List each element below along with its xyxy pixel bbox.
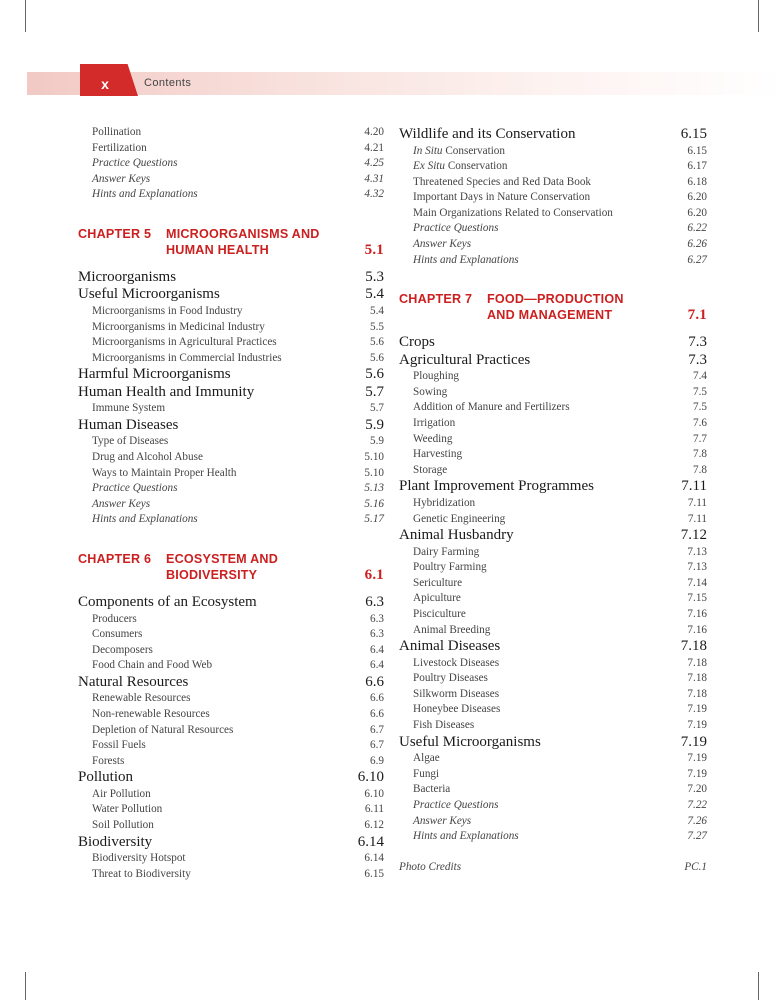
entry-page-number: 6.15	[364, 867, 384, 880]
chapter-title-text	[78, 567, 257, 583]
toc-subsection-entry[interactable]	[399, 591, 707, 607]
entry-title: Renewable Resources	[92, 692, 191, 705]
entry-page-number: 7.19	[687, 767, 707, 780]
toc-exercise-entry[interactable]	[399, 221, 707, 237]
entry-page-number: 7.15	[687, 592, 707, 605]
toc-exercise-entry[interactable]	[399, 798, 707, 814]
entry-title: Main Organizations Related to Conservation	[413, 206, 613, 219]
toc-subsection-entry[interactable]	[399, 385, 707, 401]
entry-title: Water Pollution	[92, 803, 163, 816]
entry-page-number: 5.13	[364, 482, 384, 495]
spacer	[78, 583, 384, 594]
toc-exercise-entry[interactable]	[78, 497, 384, 513]
entry-page-number: 7.5	[693, 385, 707, 398]
entry-page-number: 5.3	[365, 268, 384, 285]
entry-title: Storage	[413, 463, 448, 476]
toc-subsection-entry[interactable]	[399, 463, 707, 479]
entry-page-number: 5.9	[365, 416, 384, 433]
entry-page-number: 5.5	[370, 320, 384, 333]
entry-page-number: 6.26	[687, 238, 707, 251]
entry-title: Fossil Fuels	[92, 739, 146, 752]
toc-section-entry[interactable]	[78, 286, 384, 304]
spacer	[399, 268, 707, 291]
entry-title: Wildlife and its Conservation	[399, 126, 576, 142]
entry-page-number: 6.7	[370, 723, 384, 736]
entry-title: Microorganisms in Medicinal Industry	[92, 320, 265, 333]
entry-title: Livestock Diseases	[413, 656, 500, 669]
entry-page-number: 5.6	[370, 336, 384, 349]
chapter-heading[interactable]	[399, 291, 707, 323]
toc-section-entry[interactable]	[399, 352, 707, 370]
toc-subsection-entry[interactable]	[78, 691, 384, 707]
entry-page-number: 7.8	[693, 448, 707, 461]
entry-page-number: 7.11	[687, 512, 707, 525]
entry-page-number: 7.13	[687, 545, 707, 558]
entry-title: Agricultural Practices	[399, 351, 531, 368]
entry-title: Algae	[413, 752, 440, 765]
entry-page-number: 5.4	[365, 286, 384, 303]
chapter-title-line	[399, 291, 707, 307]
entry-page-number: 6.15	[687, 144, 707, 157]
toc-subsection-entry[interactable]	[78, 707, 384, 723]
entry-title: Poultry Diseases	[413, 672, 488, 685]
entry-page-number: 7.20	[687, 783, 707, 796]
toc-exercise-entry[interactable]	[399, 814, 707, 830]
entry-page-number: 7.19	[687, 719, 707, 732]
chapter-title-text	[78, 242, 269, 258]
chapter-page-number: 5.1	[364, 241, 384, 258]
entry-title: Human Health and Immunity	[78, 383, 255, 400]
toc-section-entry[interactable]	[78, 417, 384, 435]
entry-title: Ways to Maintain Proper Health	[92, 466, 237, 479]
entry-title: Hints and Explanations	[413, 253, 519, 266]
entry-title: Photo Credits	[399, 860, 462, 873]
entry-title: Food Chain and Food Web	[92, 659, 213, 672]
toc-section-entry[interactable]	[399, 527, 707, 545]
toc-section-entry[interactable]	[78, 834, 384, 852]
entry-page-number: 7.27	[687, 830, 707, 843]
toc-subsection-entry[interactable]	[399, 206, 707, 222]
toc-section-entry[interactable]	[78, 269, 384, 287]
entry-title: Threat to Biodiversity	[92, 867, 191, 880]
toc-subsection-entry[interactable]	[399, 496, 707, 512]
toc-subsection-entry[interactable]	[78, 818, 384, 834]
entry-title-italic: Ex Situ	[413, 160, 446, 173]
toc-subsection-entry[interactable]	[399, 144, 707, 160]
chapter-title-line	[78, 242, 384, 258]
chapter-title: BIODIVERSITY	[166, 568, 258, 582]
entry-title: Hints and Explanations	[413, 830, 519, 843]
chapter-label: CHAPTER 7	[399, 292, 473, 307]
entry-title: Silkworm Diseases	[413, 687, 500, 700]
toc-subsection-entry[interactable]	[399, 702, 707, 718]
entry-page-number: 7.16	[687, 607, 707, 620]
entry-page-number: 7.18	[680, 638, 707, 655]
entry-page-number: 4.31	[364, 172, 384, 185]
entry-page-number: 7.11	[681, 478, 707, 495]
toc-subsection-entry[interactable]	[78, 335, 384, 351]
entry-page-number: 6.7	[370, 739, 384, 752]
entry-page-number: 6.11	[364, 803, 384, 816]
chapter-title: MICROORGANISMS AND	[166, 226, 320, 241]
entry-title: Useful Microorganisms	[78, 286, 220, 303]
entry-page-number: 6.12	[364, 819, 384, 832]
entry-title: Practice Questions	[92, 482, 178, 495]
entry-page-number: 7.3	[688, 351, 707, 368]
entry-page-number: 7.8	[693, 463, 707, 476]
entry-page-number: 6.4	[370, 643, 384, 656]
chapter-title: AND MANAGEMENT	[487, 308, 613, 323]
toc-subsection-entry[interactable]	[78, 434, 384, 450]
entry-page-number: 5.6	[365, 366, 384, 383]
entry-page-number: 5.9	[370, 435, 384, 448]
entry-title: Type of Diseases	[92, 435, 169, 448]
entry-page-number: 4.32	[364, 188, 384, 201]
toc-subsection-entry[interactable]	[78, 643, 384, 659]
chapter-title: ECOSYSTEM AND	[166, 552, 278, 566]
toc-subsection-entry[interactable]	[78, 802, 384, 818]
toc-subsection-entry[interactable]	[78, 851, 384, 867]
entry-title: Crops	[399, 334, 435, 351]
toc-subsection-entry[interactable]	[78, 351, 384, 367]
entry-page-number: 7.19	[687, 703, 707, 716]
entry-page-number: 6.14	[364, 852, 384, 865]
entry-title: Sericulture	[413, 576, 463, 589]
toc-subsection-entry[interactable]	[399, 656, 707, 672]
toc-left-column	[78, 125, 384, 882]
entry-page-number: 6.18	[687, 175, 707, 188]
entry-page-number: 6.20	[687, 191, 707, 204]
entry-page-number: 6.3	[365, 594, 384, 610]
entry-page-number: 6.6	[365, 673, 384, 690]
running-header-band	[27, 72, 784, 95]
entry-title: Components of an Ecosystem	[78, 594, 257, 610]
entry-page-number: 6.6	[370, 707, 384, 720]
entry-title: Animal Husbandry	[399, 527, 514, 544]
toc-subsection-entry[interactable]	[78, 125, 384, 141]
entry-title-italic: In Situ	[413, 144, 443, 157]
entry-title: Important Days in Nature Conservation	[413, 191, 591, 204]
toc-section-entry[interactable]	[78, 384, 384, 402]
spacer	[399, 323, 707, 334]
entry-title: Honeybee Diseases	[413, 703, 501, 716]
toc-subsection-entry[interactable]	[399, 416, 707, 432]
toc-exercise-entry[interactable]	[78, 156, 384, 172]
chapter-title: FOOD—PRODUCTION	[487, 292, 624, 307]
entry-page-number: 6.14	[357, 833, 384, 850]
chapter-title-line	[399, 307, 707, 323]
toc-subsection-entry[interactable]	[399, 718, 707, 734]
chapter-label: CHAPTER 5	[78, 226, 152, 241]
toc-subsection-entry[interactable]	[78, 466, 384, 482]
toc-subsection-entry[interactable]	[399, 159, 707, 175]
toc-exercise-entry[interactable]	[78, 172, 384, 188]
entry-page-number: 5.10	[364, 451, 384, 464]
entry-page-number: 5.17	[364, 513, 384, 526]
toc-subsection-entry[interactable]	[78, 658, 384, 674]
entry-title: Plant Improvement Programmes	[399, 478, 594, 495]
chapter-label: CHAPTER 6	[78, 552, 152, 566]
entry-page-number: 7.13	[687, 561, 707, 574]
entry-page-number: 6.10	[364, 787, 384, 800]
entry-page-number: 6.20	[687, 206, 707, 219]
entry-title: Practice Questions	[92, 157, 178, 170]
entry-page-number: 6.4	[370, 659, 384, 672]
entry-title: Sowing	[413, 385, 448, 398]
toc-subsection-entry[interactable]	[78, 450, 384, 466]
entry-page-number: 5.10	[364, 466, 384, 479]
chapter-title-text	[399, 291, 624, 307]
toc-subsection-entry[interactable]	[399, 576, 707, 592]
entry-title: Microorganisms	[78, 268, 177, 285]
entry-page-number: 7.6	[693, 417, 707, 430]
entry-page-number: 7.7	[693, 432, 707, 445]
entry-title: Pisciculture	[413, 607, 466, 620]
entry-page-number: 4.25	[364, 157, 384, 170]
toc-subsection-entry[interactable]	[399, 560, 707, 576]
entry-title: Practice Questions	[413, 222, 499, 235]
entry-page-number: 5.16	[364, 497, 384, 510]
entry-title: Forests	[92, 754, 125, 767]
entry-title: Microorganisms in Agricultural Practices	[92, 336, 277, 349]
running-header-title: Contents	[144, 77, 192, 89]
entry-title: Genetic Engineering	[413, 512, 506, 525]
entry-title: Irrigation	[413, 417, 456, 430]
entry-page-number: 7.18	[687, 656, 707, 669]
toc-subsection-entry[interactable]	[399, 512, 707, 528]
entry-page-number: 7.12	[680, 527, 707, 544]
entry-page-number: 7.22	[687, 798, 707, 811]
chapter-title-text	[78, 551, 278, 567]
toc-subsection-entry[interactable]	[399, 767, 707, 783]
entry-title: Microorganisms in Food Industry	[92, 304, 243, 317]
entry-page-number: 7.19	[680, 733, 707, 750]
toc-subsection-entry[interactable]	[78, 787, 384, 803]
toc-exercise-entry[interactable]	[399, 253, 707, 269]
entry-page-number: 7.26	[687, 814, 707, 827]
entry-title: Animal Diseases	[399, 638, 501, 655]
entry-title: Hints and Explanations	[92, 513, 198, 526]
toc-exercise-entry[interactable]	[399, 829, 707, 845]
entry-title-rest: Conservation	[442, 144, 505, 157]
spacer	[78, 258, 384, 269]
toc-subsection-entry[interactable]	[399, 432, 707, 448]
entry-title: Producers	[92, 612, 137, 625]
spacer	[78, 203, 384, 226]
chapter-title: HUMAN HEALTH	[166, 242, 269, 257]
entry-title: Answer Keys	[413, 814, 472, 827]
entry-title: Apiculture	[413, 592, 461, 605]
toc-section-entry[interactable]	[399, 638, 707, 656]
toc-subsection-entry[interactable]	[399, 782, 707, 798]
entry-title: Practice Questions	[413, 798, 499, 811]
entry-title: Drug and Alcohol Abuse	[92, 451, 203, 464]
chapter-title-line	[78, 551, 384, 567]
entry-page-number: 5.6	[370, 351, 384, 364]
page-number: x	[101, 76, 109, 92]
toc-section-entry[interactable]	[399, 734, 707, 752]
entry-page-number: 7.19	[687, 752, 707, 765]
entry-page-number: 6.17	[687, 160, 707, 173]
toc-exercise-entry[interactable]	[78, 512, 384, 528]
entry-title: Fungi	[413, 767, 440, 780]
entry-page-number: 4.20	[364, 126, 384, 138]
entry-title: Dairy Farming	[413, 545, 480, 558]
entry-title: Pollution	[78, 769, 134, 786]
toc-section-entry[interactable]	[399, 478, 707, 496]
toc-credits-entry[interactable]	[399, 860, 707, 876]
entry-title: Biodiversity Hotspot	[92, 852, 186, 865]
entry-title: Hybridization	[413, 496, 476, 509]
toc-section-entry[interactable]	[78, 594, 384, 612]
toc-exercise-entry[interactable]	[78, 481, 384, 497]
entry-page-number: 6.3	[370, 612, 384, 625]
spacer	[399, 845, 707, 860]
entry-page-number: 7.3	[688, 334, 707, 351]
entry-title	[413, 159, 507, 175]
entry-page-number: 7.11	[687, 496, 707, 509]
entry-title	[413, 144, 505, 160]
toc-subsection-entry[interactable]	[78, 320, 384, 336]
entry-title: Answer Keys	[413, 238, 472, 251]
entry-title: Answer Keys	[92, 497, 151, 510]
entry-title: Fish Diseases	[413, 719, 475, 732]
entry-page-number: 6.27	[687, 253, 707, 266]
entry-title: Non-renewable Resources	[92, 707, 210, 720]
entry-title: Human Diseases	[78, 416, 179, 433]
chapter-heading[interactable]	[78, 551, 384, 583]
entry-page-number: 7.16	[687, 623, 707, 636]
toc-subsection-entry[interactable]	[78, 723, 384, 739]
toc-section-entry[interactable]	[399, 126, 707, 144]
toc-section-entry[interactable]	[78, 674, 384, 692]
toc-subsection-entry[interactable]	[399, 369, 707, 385]
toc-right-column	[399, 126, 707, 875]
entry-title: Biodiversity	[78, 833, 153, 850]
chapter-page-number: 7.1	[687, 307, 707, 324]
entry-page-number: 6.22	[687, 222, 707, 235]
toc-subsection-entry[interactable]	[78, 738, 384, 754]
entry-title: Depletion of Natural Resources	[92, 723, 234, 736]
entry-title: Immune System	[92, 402, 166, 415]
toc-subsection-entry[interactable]	[399, 671, 707, 687]
entry-page-number: 6.3	[370, 628, 384, 641]
toc-section-entry[interactable]	[78, 366, 384, 384]
crop-mark-bottom-left	[25, 972, 26, 1000]
entry-page-number: 7.18	[687, 672, 707, 685]
chapter-title-line	[78, 226, 384, 242]
toc-section-entry[interactable]	[78, 769, 384, 787]
chapter-title-text	[399, 307, 612, 323]
entry-title: Animal Breeding	[413, 623, 491, 636]
entry-title: Poultry Farming	[413, 561, 487, 574]
entry-page-number: 6.6	[370, 692, 384, 705]
entry-title: Weeding	[413, 432, 453, 445]
entry-page-number: 7.5	[693, 401, 707, 414]
entry-page-number: 5.7	[370, 402, 384, 415]
toc-subsection-entry[interactable]	[399, 400, 707, 416]
toc-subsection-entry[interactable]	[78, 627, 384, 643]
entry-title: Natural Resources	[78, 673, 189, 690]
entry-title: Soil Pollution	[92, 819, 154, 832]
entry-title: Useful Microorganisms	[399, 733, 541, 750]
entry-page-number: 6.10	[357, 769, 384, 786]
toc-subsection-entry[interactable]	[399, 190, 707, 206]
entry-title: Harvesting	[413, 448, 463, 461]
toc-subsection-entry[interactable]	[78, 754, 384, 770]
chapter-heading[interactable]	[78, 226, 384, 258]
entry-title: Air Pollution	[92, 787, 151, 800]
entry-title: Decomposers	[92, 643, 153, 656]
entry-title: Addition of Manure and Fertilizers	[413, 401, 570, 414]
entry-page-number: 7.18	[687, 687, 707, 700]
entry-title: Pollination	[92, 126, 142, 138]
entry-page-number: 6.15	[680, 126, 707, 142]
toc-subsection-entry[interactable]	[399, 545, 707, 561]
chapter-title-text	[78, 226, 320, 242]
toc-exercise-entry[interactable]	[399, 237, 707, 253]
spacer	[78, 528, 384, 551]
toc-subsection-entry[interactable]	[78, 612, 384, 628]
chapter-title-line	[78, 567, 384, 583]
crop-mark-top-left	[25, 0, 26, 32]
toc-subsection-entry[interactable]	[399, 623, 707, 639]
entry-title: Fertilization	[92, 141, 147, 154]
entry-title: Bacteria	[413, 783, 451, 796]
toc-subsection-entry[interactable]	[399, 607, 707, 623]
toc-subsection-entry[interactable]	[78, 141, 384, 157]
toc-subsection-entry[interactable]	[78, 304, 384, 320]
entry-title: Ploughing	[413, 370, 460, 383]
entry-page-number: 5.4	[370, 304, 384, 317]
entry-page-number: 7.14	[687, 576, 707, 589]
crop-mark-top-right	[758, 0, 759, 32]
toc-section-entry[interactable]	[399, 334, 707, 352]
toc-subsection-entry[interactable]	[78, 867, 384, 883]
entry-page-number: 7.4	[693, 370, 707, 383]
entry-title: Hints and Explanations	[92, 188, 198, 201]
toc-exercise-entry[interactable]	[78, 187, 384, 203]
entry-page-number: 6.9	[370, 754, 384, 767]
toc-subsection-entry[interactable]	[399, 687, 707, 703]
entry-page-number: PC.1	[684, 860, 707, 873]
entry-title: Threatened Species and Red Data Book	[413, 175, 592, 188]
toc-subsection-entry[interactable]	[78, 401, 384, 417]
toc-subsection-entry[interactable]	[399, 175, 707, 191]
entry-title: Harmful Microorganisms	[78, 366, 231, 383]
entry-title: Consumers	[92, 628, 143, 641]
entry-page-number: 5.7	[365, 383, 384, 400]
entry-title: Answer Keys	[92, 172, 151, 185]
toc-subsection-entry[interactable]	[399, 751, 707, 767]
entry-title-rest: Conservation	[445, 160, 508, 173]
crop-mark-bottom-right	[758, 972, 759, 1000]
entry-title: Microorganisms in Commercial Industries	[92, 351, 282, 364]
toc-subsection-entry[interactable]	[399, 447, 707, 463]
chapter-page-number: 6.1	[364, 567, 384, 583]
entry-page-number: 4.21	[364, 141, 384, 154]
